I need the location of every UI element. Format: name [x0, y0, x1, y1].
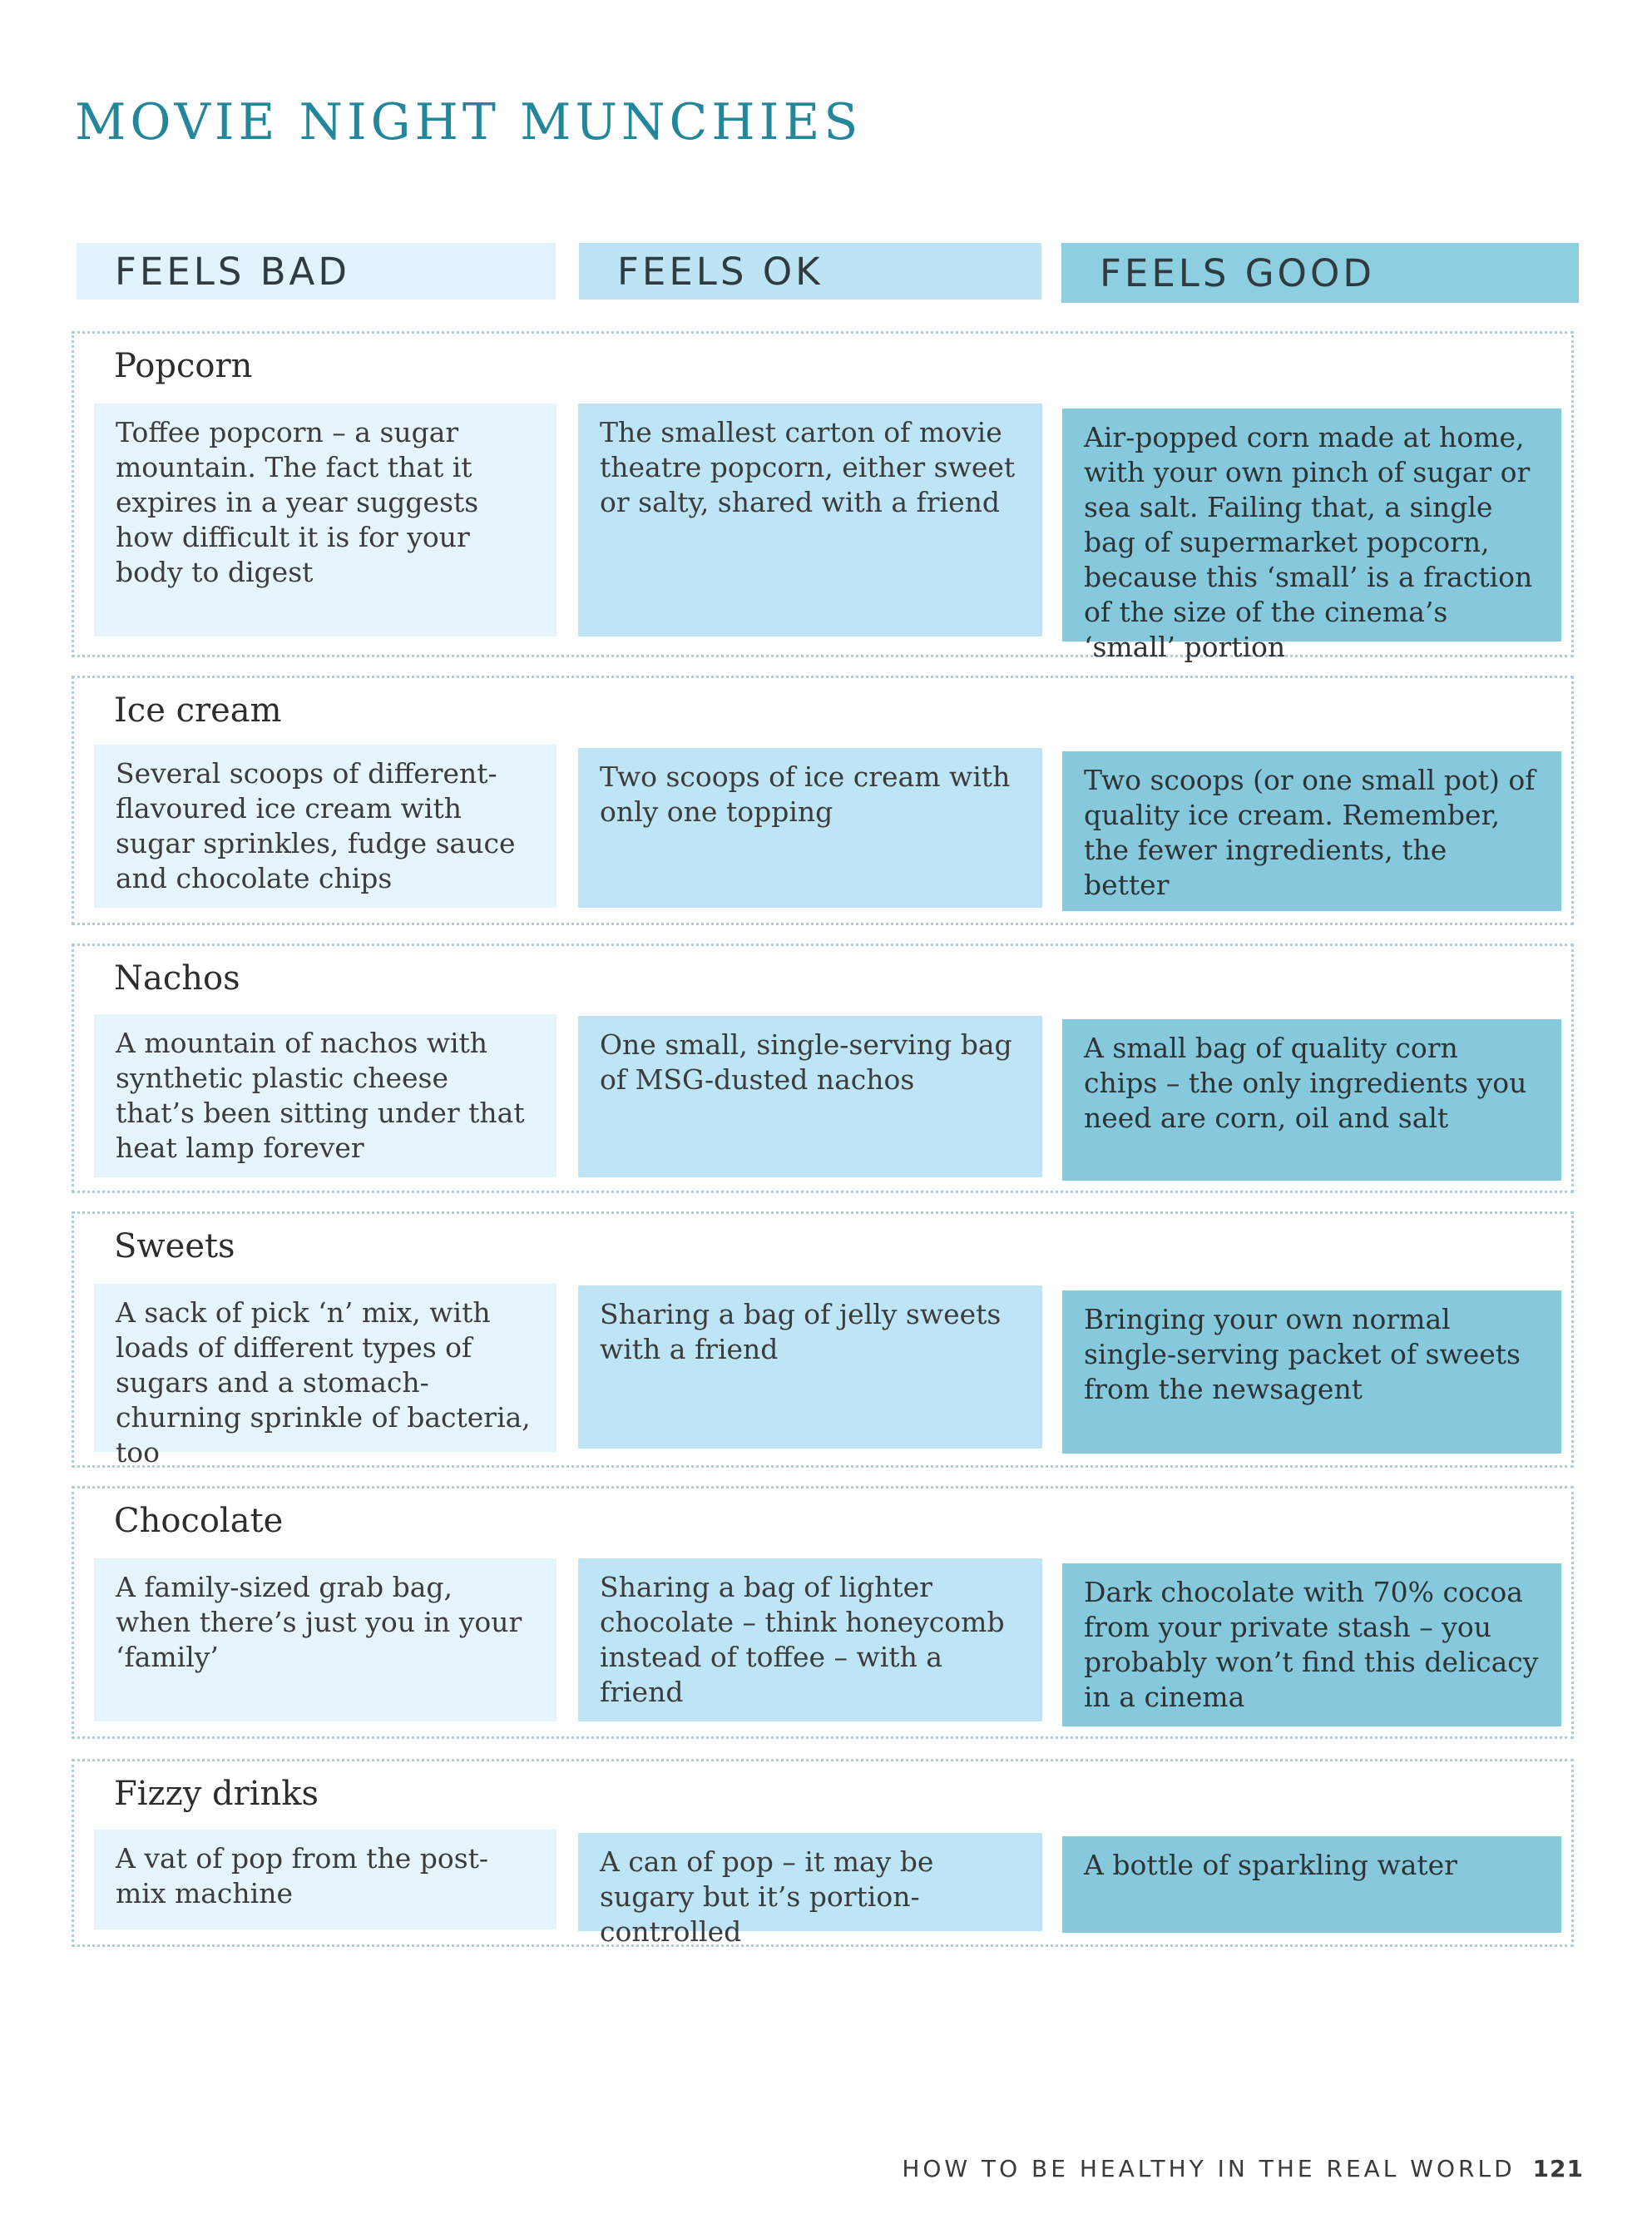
row-title: Fizzy drinks — [114, 1775, 319, 1813]
row-title: Ice cream — [114, 691, 282, 730]
page-footer — [902, 2155, 1584, 2182]
cell-feels-good: A bottle of sparkling water — [1062, 1836, 1561, 1933]
running-title: HOW TO BE HEALTHY IN THE REAL WORLD — [902, 2155, 1516, 2182]
column-header-feels-ok: FEELS OK — [579, 243, 1041, 300]
cell-feels-ok: One small, single-serving bag of MSG-dusted nachos — [578, 1016, 1042, 1177]
page-number: 121 — [1532, 2155, 1584, 2182]
row-ice-cream — [72, 676, 1574, 925]
cell-feels-good: Bringing your own normal single-serving packet of sweets from the newsagent — [1062, 1290, 1561, 1454]
cell-feels-bad: A mountain of nachos with synthetic plastic cheese that’s been sitting under that heat lamp forever — [94, 1014, 556, 1177]
cell-feels-bad: Toffee popcorn – a sugar mountain. The fact that it expires in a year suggests how difficult it is for your body to digest — [94, 404, 556, 636]
row-title: Chocolate — [114, 1502, 284, 1540]
column-header-feels-good: FEELS GOOD — [1061, 243, 1579, 303]
cell-feels-bad: A sack of pick ‘n’ mix, with loads of different types of sugars and a stomach-churning sprinkle of bacteria, too — [94, 1284, 556, 1452]
row-title: Sweets — [114, 1227, 235, 1266]
cell-feels-good: A small bag of quality corn chips – the only ingredients you need are corn, oil and salt — [1062, 1019, 1561, 1181]
row-fizzy-drinks — [72, 1759, 1574, 1947]
cell-feels-bad: Several scoops of different-flavoured ice cream with sugar sprinkles, fudge sauce and chocolate chips — [94, 745, 556, 908]
cell-feels-ok: Two scoops of ice cream with only one topping — [578, 748, 1042, 908]
row-sweets — [72, 1211, 1574, 1468]
cell-feels-ok: Sharing a bag of lighter chocolate – think honeycomb instead of toffee – with a friend — [578, 1558, 1042, 1721]
row-title: Nachos — [114, 959, 240, 998]
cell-feels-good: Dark chocolate with 70% cocoa from your private stash – you probably won’t find this delicacy in a cinema — [1062, 1563, 1561, 1726]
row-title: Popcorn — [114, 347, 253, 385]
row-chocolate — [72, 1486, 1574, 1739]
row-nachos — [72, 944, 1574, 1193]
cell-feels-good: Air-popped corn made at home, with your own pinch of sugar or sea salt. Failing that, a single bag of supermarket popcorn, because this ‘small’ is a fraction of the size of the cinema’s ‘small’ portion — [1062, 409, 1561, 641]
cell-feels-bad: A family-sized grab bag, when there’s just you in your ‘family’ — [94, 1558, 556, 1721]
column-header-feels-bad: FEELS BAD — [77, 243, 556, 300]
cell-feels-bad: A vat of pop from the post-mix machine — [94, 1830, 556, 1929]
page-title: MOVIE NIGHT MUNCHIES — [75, 93, 863, 151]
cell-feels-ok: A can of pop – it may be sugary but it’s portion-controlled — [578, 1833, 1042, 1931]
cell-feels-ok: Sharing a bag of jelly sweets with a friend — [578, 1285, 1042, 1449]
row-popcorn — [72, 331, 1574, 663]
cell-feels-good: Two scoops (or one small pot) of quality ice cream. Remember, the fewer ingredients, the better — [1062, 751, 1561, 911]
cell-feels-ok: The smallest carton of movie theatre popcorn, either sweet or salty, shared with a friend — [578, 404, 1042, 636]
